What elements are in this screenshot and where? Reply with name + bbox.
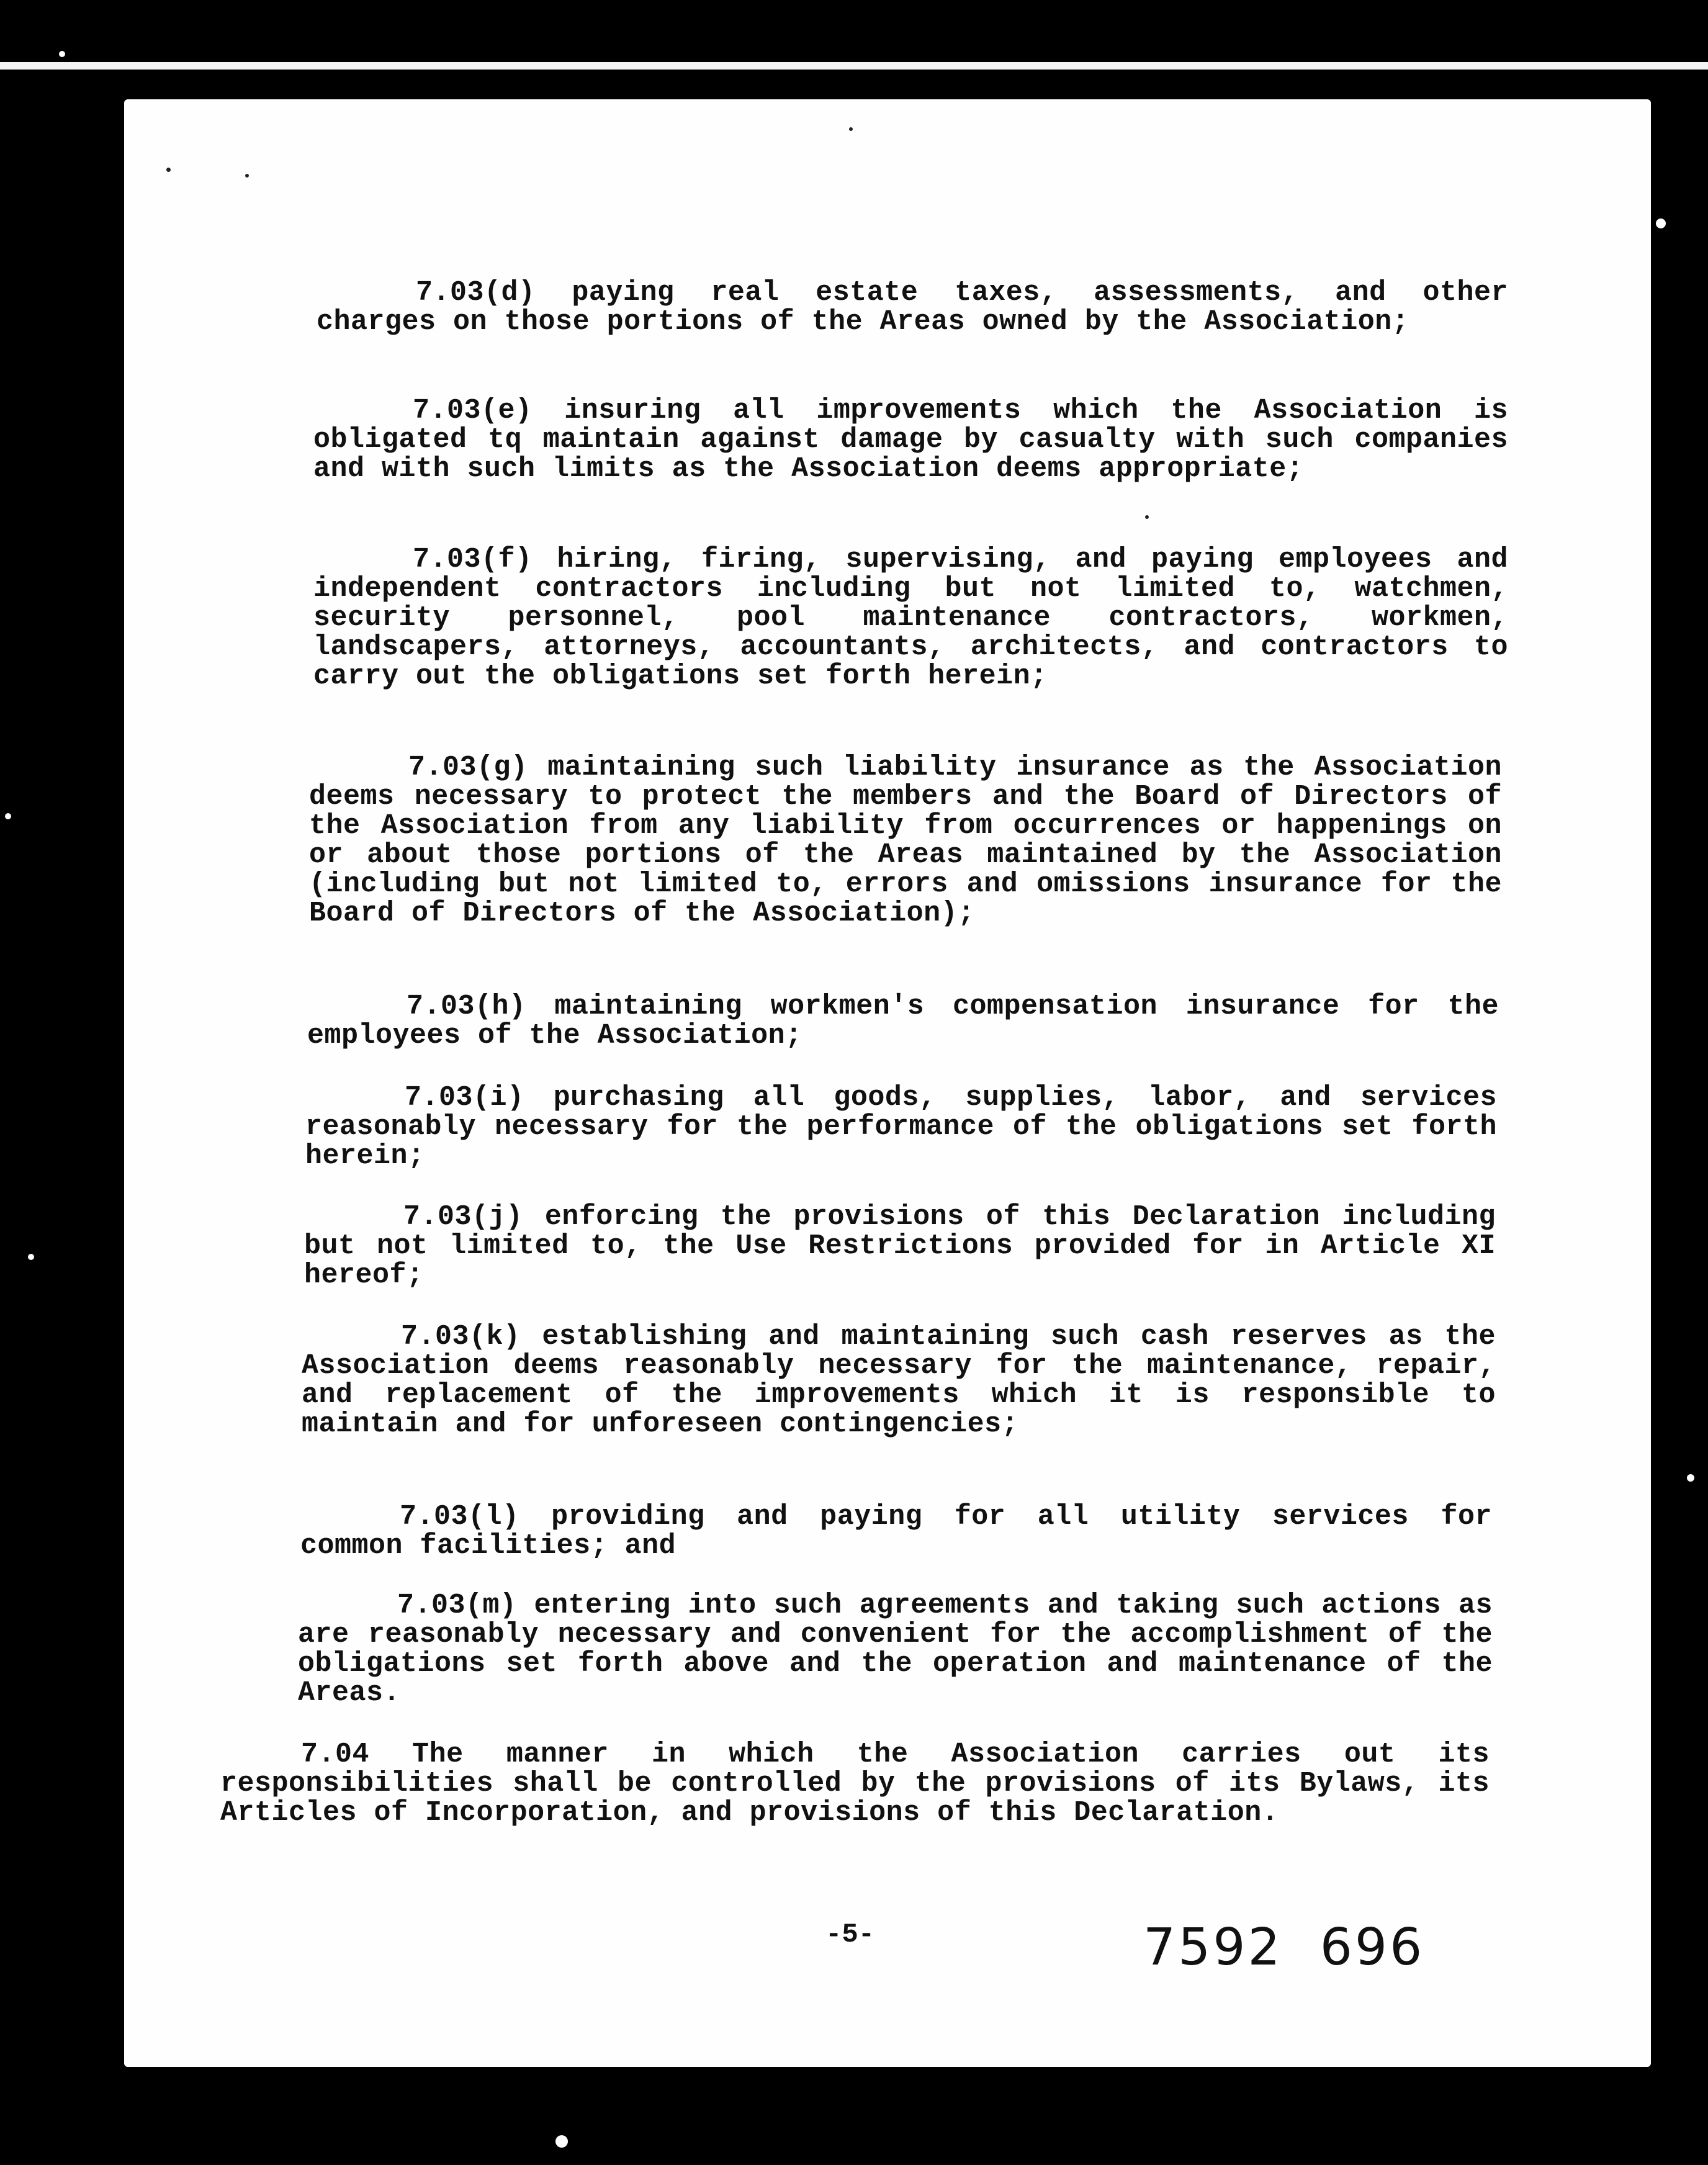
paragraph-7-03-f: 7.03(f) hiring, firing, supervising, and paying employees and independent contractors including but not limited to, watchmen, security personnel, pool maintenance contractors, workmen, landscapers, attorneys, accountants, architects, and contractors to carry out the obligations set forth herein; [313,544,1508,692]
scan-speck [849,127,853,131]
record-number: 7592 696 [1143,1918,1425,1977]
paragraph-7-03-e: 7.03(e) insuring all improvements which the Association is obligated tq maintain against damage by casualty with such companies and with such limits as the Association deems appropriate; [313,395,1508,485]
paragraph-7-03-d: 7.03(d) paying real estate taxes, assessments, and other charges on those portions of the Areas owned by the Association; [317,277,1508,338]
page-number: -5- [825,1919,875,1950]
scan-speck [555,2135,568,2148]
paragraph-7-03-i: 7.03(i) purchasing all goods, supplies, labor, and services reasonably necessary for the performance of the obligations set forth herein; [305,1082,1497,1172]
paragraph-7-03-h: 7.03(h) maintaining workmen's compensation insurance for the employees of the Association; [307,991,1499,1051]
scan-speck [166,168,171,172]
scan-speck [59,51,65,57]
paragraph-7-04: 7.04 The manner in which the Association carries out its responsibilities shall be controlled by the provisions of its Bylaws, its Articles of Incorporation, and provisions of this Declaration. [220,1739,1490,1829]
scan-top-border [0,0,1708,68]
scan-speck [1145,515,1149,519]
scan-speck [245,174,249,178]
paragraph-7-03-m: 7.03(m) entering into such agreements and taking such actions as are reasonably necessary and convenient for the accomplishment of the obligations set forth above and the operation and maintenance of the Areas. [298,1590,1493,1709]
scan-speck [5,813,11,819]
paragraph-7-03-g: 7.03(g) maintaining such liability insurance as the Association deems necessary to protect the members and the Board of Directors of the Association from any liability from occurrences or happenings on or about those portions of the Areas maintained by the Association (including but not limited to, errors and omissions insurance for the Board of Directors of the Association); [309,752,1502,929]
scan-top-rule [0,62,1708,70]
scan-speck [1656,218,1666,228]
paragraph-7-03-l: 7.03(l) providing and paying for all utility services for common facilities; and [300,1501,1492,1562]
scan-speck [28,1254,34,1260]
scan-speck [1687,1474,1694,1482]
paragraph-7-03-k: 7.03(k) establishing and maintaining such cash reserves as the Association deems reasonably necessary for the maintenance, repair, and replacement of the improvements which it is responsible to maintain and for unforeseen contingencies; [302,1321,1496,1440]
paragraph-7-03-j: 7.03(j) enforcing the provisions of this Declaration including but not limited to, the Use Restrictions provided for in Article XI hereof; [304,1201,1496,1291]
